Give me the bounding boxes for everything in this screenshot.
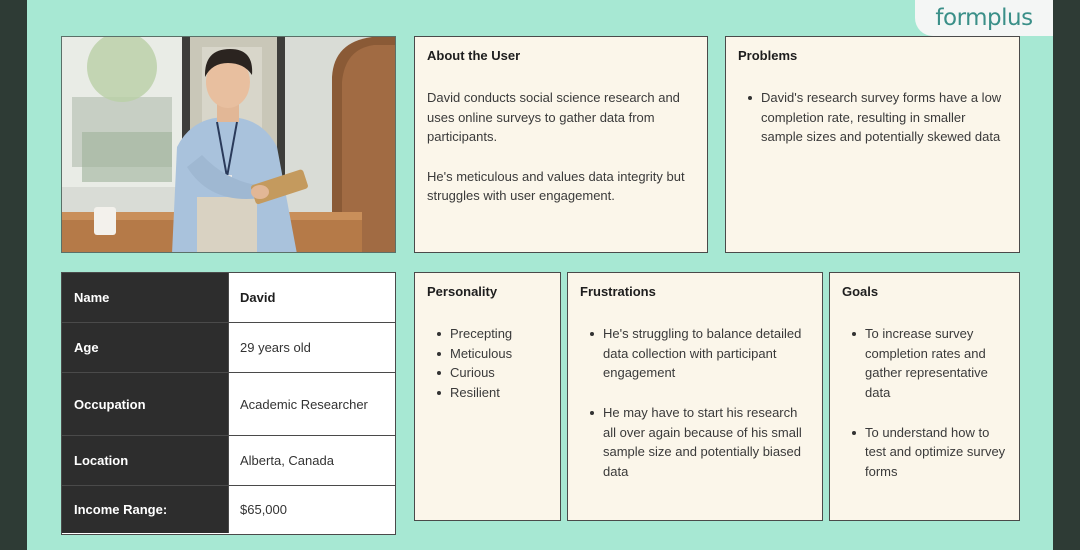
profile-value: Alberta, Canada — [229, 436, 395, 485]
list-item: Curious — [450, 363, 548, 383]
profile-value: 29 years old — [229, 323, 395, 372]
goals-card — [829, 272, 1020, 521]
frustrations-list — [580, 324, 810, 482]
frustrations-card — [567, 272, 823, 521]
frustrations-title: Frustrations — [580, 284, 656, 299]
profile-row-income — [62, 486, 395, 533]
problems-list — [738, 88, 1007, 147]
profile-label: Location — [62, 436, 229, 485]
list-item: David's research survey forms have a low completion rate, resulting in smaller sample sizes and potentially skewed data — [761, 88, 1007, 147]
profile-label: Age — [62, 323, 229, 372]
profile-value: David — [229, 273, 395, 322]
about-card — [414, 36, 708, 253]
goals-title: Goals — [842, 284, 879, 299]
about-title: About the User — [427, 48, 521, 63]
problems-title: Problems — [738, 48, 798, 63]
list-item: To understand how to test and optimize survey forms — [865, 423, 1007, 482]
profile-table — [61, 272, 396, 535]
personality-list — [427, 324, 548, 403]
goals-list — [842, 324, 1007, 482]
profile-row-name — [62, 273, 395, 323]
logo-text: formplus — [935, 5, 1033, 31]
profile-row-location — [62, 436, 395, 486]
list-item: He may have to start his research all over again because of his small sample size and potentially biased data — [603, 403, 810, 482]
profile-row-age — [62, 323, 395, 373]
user-photo — [61, 36, 396, 253]
list-item: Resilient — [450, 383, 548, 403]
profile-label: Income Range: — [62, 486, 229, 533]
list-item: He's struggling to balance detailed data collection with participant engagement — [603, 324, 810, 383]
personality-title: Personality — [427, 284, 498, 299]
list-item: Meticulous — [450, 344, 548, 364]
personality-card — [414, 272, 561, 521]
list-item: Precepting — [450, 324, 548, 344]
profile-label: Name — [62, 273, 229, 322]
profile-value: $65,000 — [229, 486, 395, 533]
problems-card — [725, 36, 1020, 253]
profile-label: Occupation — [62, 373, 229, 435]
about-paragraph: He's meticulous and values data integrity but struggles with user engagement. — [427, 168, 685, 204]
formplus-logo[interactable] — [915, 0, 1053, 36]
about-paragraph: David conducts social science research and uses online surveys to gather data from participants. — [427, 90, 680, 145]
profile-value: Academic Researcher — [229, 373, 395, 435]
list-item: To increase survey completion rates and gather representative data — [865, 324, 1007, 403]
profile-row-occupation — [62, 373, 395, 436]
